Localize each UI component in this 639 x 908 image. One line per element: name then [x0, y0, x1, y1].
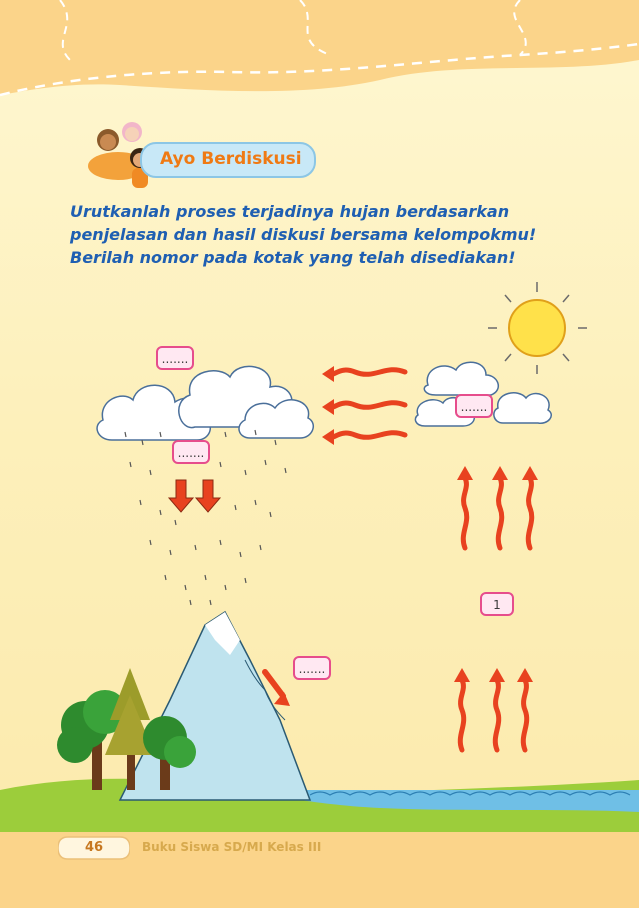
page-number-badge: [58, 835, 130, 861]
rain-down-arrows: [169, 480, 220, 512]
top-decoration: [0, 0, 639, 110]
answer-box-clouds[interactable]: .......: [156, 346, 194, 370]
mountain: [120, 612, 310, 800]
book-title: Buku Siswa SD/MI Kelas III: [142, 840, 322, 854]
answer-box-rain[interactable]: .......: [172, 440, 210, 464]
wind-arrow-heads: [322, 366, 334, 445]
section-label: [140, 142, 316, 178]
section-title: Ayo Berdiskusi: [160, 149, 302, 169]
wind-arrows: [330, 370, 405, 438]
rain-clouds: [97, 366, 313, 440]
page-number: 46: [84, 840, 104, 855]
sun-icon: [488, 282, 587, 374]
answer-box-evaporation[interactable]: 1: [480, 592, 514, 616]
evaporation-arrow-heads: [454, 466, 538, 682]
answer-box-cloud-right[interactable]: .......: [455, 394, 493, 418]
answer-box-runoff[interactable]: .......: [293, 656, 331, 680]
instruction-text: Urutkanlah proses terjadinya hujan berdasarkan penjelasan dan hasil diskusi bersama kelompokmu! Berilah nomor pada kotak yang telah disediakan!: [70, 202, 537, 267]
water-cycle-illustration: [0, 260, 639, 832]
